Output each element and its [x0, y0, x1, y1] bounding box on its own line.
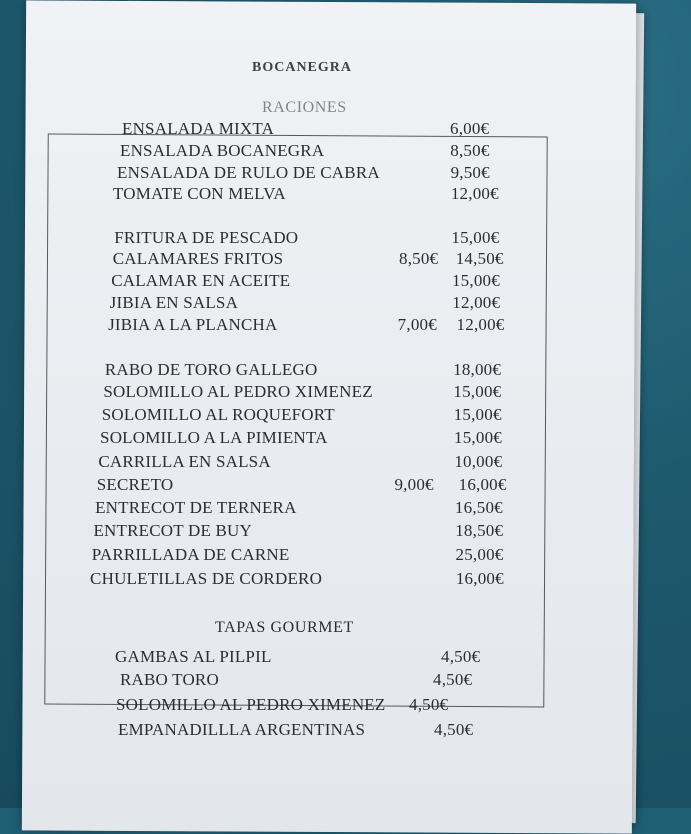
menu-item-name: CHULETILLAS DE CORDERO [90, 569, 323, 588]
section-heading: TAPAS GOURMET [215, 619, 354, 636]
menu-item-name: SECRETO [96, 475, 174, 494]
menu-item-name: SOLOMILLO AL ROQUEFORT [101, 405, 335, 424]
menu-item-price: 14,50€ [455, 249, 504, 268]
menu-item-name: RABO TORO [120, 670, 219, 689]
menu-item-name: JIBIA A LA PLANCHA [108, 315, 278, 334]
menu-item-price: 16,00€ [458, 475, 507, 494]
menu-title: BOCANEGRA [252, 60, 353, 75]
menu-item-price: 12,00€ [452, 293, 501, 312]
menu-item-name: JIBIA EN SALSA [109, 293, 239, 312]
menu-item-price: 6,00€ [450, 119, 490, 138]
menu-item-price: 18,00€ [453, 360, 502, 379]
menu-item-name: SOLOMILLO AL PEDRO XIMENEZ [103, 382, 373, 401]
menu-item-half-price: 8,50€ [399, 249, 439, 268]
menu-item-half-price: 7,00€ [397, 315, 437, 334]
menu-item-price: 12,00€ [456, 315, 505, 334]
menu-item-name: RABO DE TORO GALLEGO [104, 360, 318, 379]
menu-item-name: ENTRECOT DE BUY [93, 521, 252, 540]
menu-item-price: 4,50€ [409, 695, 449, 714]
menu-item-name: GAMBAS AL PILPIL [115, 647, 272, 666]
menu-item-price: 15,00€ [451, 228, 500, 247]
menu-item-name: CARRILLA EN SALSA [98, 452, 271, 471]
menu-item-name: ENSALADA MIXTA [122, 119, 275, 138]
menu-item-price: 25,00€ [455, 545, 504, 564]
menu-item-price: 4,50€ [433, 670, 473, 689]
menu-item-name: ENSALADA BOCANEGRA [120, 141, 325, 160]
menu-item-price: 4,50€ [441, 647, 481, 666]
menu-item-price: 10,00€ [454, 452, 503, 471]
menu-item-price: 18,50€ [455, 521, 504, 540]
menu-item-name: SOLOMILLO AL PEDRO XIMENEZ [116, 695, 386, 714]
menu-item-name: CALAMAR EN ACEITE [111, 271, 291, 290]
menu-item-name: CALAMARES FRITOS [112, 249, 284, 268]
menu-item-name: PARRILLADA DE CARNE [91, 545, 290, 564]
menu-item-name: SOLOMILLO A LA PIMIENTA [100, 428, 328, 447]
menu-item-name: ENSALADA DE RULO DE CABRA [117, 163, 380, 182]
menu-item-name: ENTRECOT DE TERNERA [95, 498, 297, 517]
menu-item-price: 9,50€ [450, 163, 490, 182]
menu-item-price: 8,50€ [450, 141, 490, 160]
menu-item-half-price: 9,00€ [394, 475, 434, 494]
menu-item-price: 12,00€ [450, 184, 499, 203]
menu-item-price: 16,00€ [455, 569, 504, 588]
menu-item-price: 4,50€ [434, 720, 474, 739]
menu-item-name: TOMATE CON MELVA [113, 184, 286, 203]
section-heading: RACIONES [262, 99, 347, 116]
menu-item-price: 15,00€ [451, 271, 500, 290]
menu-item-price: 16,50€ [454, 498, 503, 517]
menu-item-name: FRITURA DE PESCADO [114, 228, 299, 247]
menu-item-price: 15,00€ [454, 428, 502, 447]
menu-item-price: 15,00€ [453, 405, 502, 424]
menu-item-price: 15,00€ [453, 382, 502, 401]
menu-item-name: EMPANADILLLA ARGENTINAS [118, 720, 366, 739]
